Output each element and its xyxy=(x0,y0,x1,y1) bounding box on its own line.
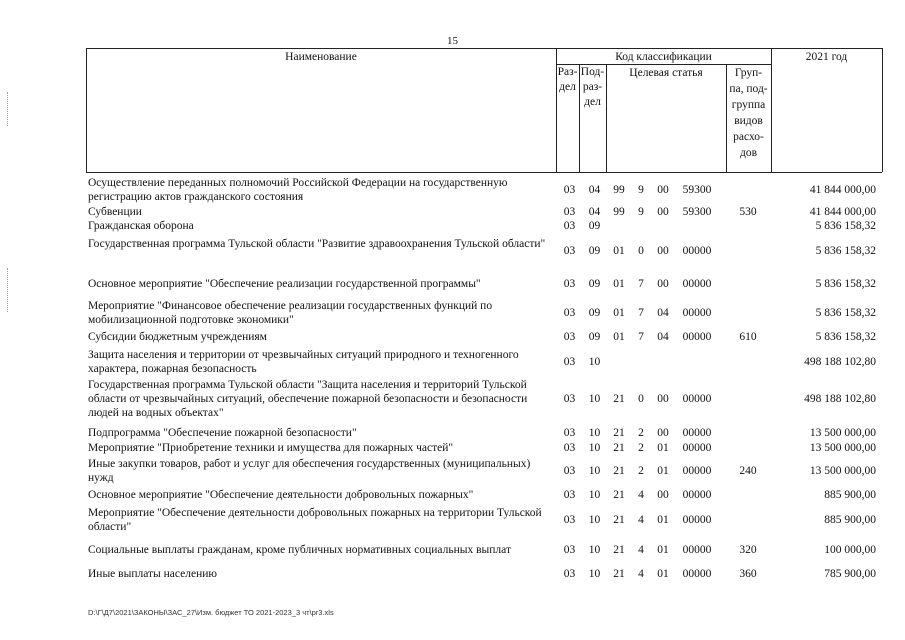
row-code-pr: 10 xyxy=(588,568,601,580)
row-code-cs4: 00000 xyxy=(682,393,712,405)
row-name: Мероприятие "Обеспечение деятельности добровольных пожарных на территории Тульской области" xyxy=(88,507,542,533)
row-name: Осуществление переданных полномочий Российской Федерации на государственную регистрацию актов гражданского состояния xyxy=(88,177,508,203)
row-code-cs4: 00000 xyxy=(682,465,712,477)
row-code-cs1: 01 xyxy=(613,307,625,319)
row-code-cs2: 4 xyxy=(638,568,644,580)
row-name: Подпрограмма "Обеспечение пожарной безопасности" xyxy=(88,427,357,439)
header-target: Целевая статья xyxy=(629,67,703,79)
row-code-cs3: 00 xyxy=(657,489,669,501)
row-code-rz: 03 xyxy=(563,278,576,290)
table-row xyxy=(88,506,888,534)
row-name: Государственная программа Тульской области "Развитие здравоохранения Тульской области" xyxy=(88,238,546,250)
row-name: Мероприятие "Приобретение техники и имущества для пожарных частей" xyxy=(88,442,454,454)
row-code-rz: 03 xyxy=(563,307,576,319)
row-code-rz: 03 xyxy=(563,206,576,218)
row-code-rz: 03 xyxy=(563,245,576,257)
row-code-cs4: 59300 xyxy=(682,184,712,196)
margin-mark xyxy=(7,92,8,126)
row-code-cs1: 21 xyxy=(613,568,625,580)
row-amount: 498 188 102,80 xyxy=(804,356,876,368)
row-amount: 5 836 158,32 xyxy=(815,245,876,257)
row-code-cs1: 01 xyxy=(613,245,625,257)
row-code-cs2: 7 xyxy=(638,307,644,319)
row-code-pr: 04 xyxy=(588,206,601,218)
table-row xyxy=(88,299,888,327)
row-code-cs3: 00 xyxy=(657,245,669,257)
row-name: Основное мероприятие "Обеспечение реализации государственной программы" xyxy=(88,278,481,290)
row-name: Защита населения и территории от чрезвычайных ситуаций природного и техногенного характера, пожарная безопасность xyxy=(88,349,519,375)
row-code-cs3: 00 xyxy=(657,427,669,439)
row-code-pr: 10 xyxy=(588,427,601,439)
row-amount: 5 836 158,32 xyxy=(815,220,876,232)
row-name: Иные закупки товаров, работ и услуг для обеспечения государственных (муниципальных) нужд xyxy=(88,458,531,484)
row-code-cs2: 7 xyxy=(638,331,644,343)
row-code-cs1: 01 xyxy=(613,331,625,343)
header-vr-group: Груп- па, под- группа видов расхо- дов xyxy=(729,67,768,159)
table-row xyxy=(88,441,888,455)
table-row xyxy=(88,330,888,344)
table-row xyxy=(88,237,888,265)
row-name: Основное мероприятие "Обеспечение деятельности добровольных пожарных" xyxy=(88,489,474,501)
row-code-vr: 360 xyxy=(739,568,757,580)
row-code-cs4: 00000 xyxy=(682,278,712,290)
row-amount: 41 844 000,00 xyxy=(809,184,876,196)
row-name: Субвенции xyxy=(88,206,142,218)
row-amount: 13 500 000,00 xyxy=(809,465,876,477)
row-code-vr: 320 xyxy=(739,544,757,556)
row-code-cs2: 2 xyxy=(638,442,644,454)
table-row xyxy=(88,543,888,557)
row-code-cs2: 7 xyxy=(638,278,644,290)
row-code-cs4: 59300 xyxy=(682,206,712,218)
row-amount: 41 844 000,00 xyxy=(809,206,876,218)
row-code-cs2: 0 xyxy=(638,393,644,405)
row-name: Иные выплаты населению xyxy=(88,568,217,580)
row-code-pr: 09 xyxy=(588,307,601,319)
row-code-rz: 03 xyxy=(563,514,576,526)
row-amount: 13 500 000,00 xyxy=(809,427,876,439)
row-code-cs1: 99 xyxy=(613,206,625,218)
row-code-cs2: 9 xyxy=(638,184,644,196)
row-code-cs3: 00 xyxy=(657,184,669,196)
row-code-rz: 03 xyxy=(563,544,576,556)
row-amount: 5 836 158,32 xyxy=(815,331,876,343)
row-code-cs4: 00000 xyxy=(682,245,712,257)
row-code-rz: 03 xyxy=(563,489,576,501)
row-code-cs1: 21 xyxy=(613,489,625,501)
header-razdel: Раз- дел xyxy=(557,66,578,93)
row-code-vr: 240 xyxy=(739,465,757,477)
row-code-cs3: 00 xyxy=(657,393,669,405)
row-code-cs1: 21 xyxy=(613,427,625,439)
row-code-cs3: 01 xyxy=(657,465,669,477)
table-row xyxy=(88,457,888,485)
row-code-rz: 03 xyxy=(563,427,576,439)
row-code-pr: 09 xyxy=(588,220,601,232)
row-code-cs2: 4 xyxy=(638,544,644,556)
row-code-pr: 09 xyxy=(588,245,601,257)
row-code-cs4: 00000 xyxy=(682,568,712,580)
row-code-cs3: 04 xyxy=(657,331,669,343)
footer-file-path: D:\Г\Д7\2021\ЗАКОНЫ\ЗАС_27\Изм. бюджет ТО 2021-2023_3 чт\pr3.xls xyxy=(88,608,334,617)
row-code-rz: 03 xyxy=(563,393,576,405)
table-row xyxy=(88,205,888,219)
table-row xyxy=(88,426,888,440)
row-code-cs2: 0 xyxy=(638,245,644,257)
row-code-rz: 03 xyxy=(563,220,576,232)
row-code-cs1: 21 xyxy=(613,442,625,454)
row-code-cs2: 2 xyxy=(638,465,644,477)
row-code-rz: 03 xyxy=(563,184,576,196)
row-code-pr: 10 xyxy=(588,442,601,454)
row-code-cs3: 00 xyxy=(657,206,669,218)
table-row xyxy=(88,488,888,502)
row-name: Мероприятие "Финансовое обеспечение реализации государственных функций по мобилизационной подготовке экономики" xyxy=(88,300,493,326)
row-code-cs4: 00000 xyxy=(682,307,712,319)
header-podrazdel: Под- раз- дел xyxy=(580,66,605,108)
header-code-group: Код классификации xyxy=(615,51,712,63)
row-name: Субсидии бюджетным учреждениям xyxy=(88,331,267,343)
row-name: Государственная программа Тульской области "Защита населения и территорий Тульской области от чрезвычайных ситуаций, обеспечение пожарной безопасности и безопасности людей на водных объектах" xyxy=(88,379,528,419)
row-amount: 13 500 000,00 xyxy=(809,442,876,454)
row-code-rz: 03 xyxy=(563,442,576,454)
row-code-vr: 610 xyxy=(739,331,757,343)
row-code-rz: 03 xyxy=(563,331,576,343)
row-code-cs4: 00000 xyxy=(682,442,712,454)
row-amount: 885 900,00 xyxy=(824,489,876,501)
row-code-cs4: 00000 xyxy=(682,544,712,556)
row-code-cs3: 01 xyxy=(657,442,669,454)
table-row xyxy=(88,176,888,204)
row-code-cs3: 01 xyxy=(657,514,669,526)
row-code-rz: 03 xyxy=(563,356,576,368)
row-code-pr: 09 xyxy=(588,278,601,290)
page-number: 15 xyxy=(447,35,458,47)
table-row xyxy=(88,219,888,233)
row-code-pr: 10 xyxy=(588,393,601,405)
table-row xyxy=(88,348,888,376)
row-code-cs2: 2 xyxy=(638,427,644,439)
row-code-cs2: 4 xyxy=(638,489,644,501)
table-row xyxy=(88,567,888,581)
row-code-rz: 03 xyxy=(563,568,576,580)
row-code-pr: 04 xyxy=(588,184,601,196)
row-code-cs3: 01 xyxy=(657,568,669,580)
row-amount: 5 836 158,32 xyxy=(815,307,876,319)
row-code-cs4: 00000 xyxy=(682,427,712,439)
row-amount: 498 188 102,80 xyxy=(804,393,876,405)
row-code-cs1: 01 xyxy=(613,278,625,290)
table-row xyxy=(88,277,888,291)
row-code-cs4: 00000 xyxy=(682,489,712,501)
row-code-rz: 03 xyxy=(563,465,576,477)
row-code-cs3: 00 xyxy=(657,278,669,290)
row-code-cs2: 9 xyxy=(638,206,644,218)
row-code-cs1: 21 xyxy=(613,465,625,477)
row-code-pr: 10 xyxy=(588,514,601,526)
row-amount: 5 836 158,32 xyxy=(815,278,876,290)
row-code-cs1: 99 xyxy=(613,184,625,196)
row-code-cs3: 01 xyxy=(657,544,669,556)
table-row xyxy=(88,378,888,420)
header-year: 2021 год xyxy=(805,51,848,63)
row-code-cs4: 00000 xyxy=(682,514,712,526)
row-code-cs1: 21 xyxy=(613,544,625,556)
row-name: Гражданская оборона xyxy=(88,220,194,232)
row-code-pr: 10 xyxy=(588,465,601,477)
row-code-cs2: 4 xyxy=(638,514,644,526)
row-code-pr: 10 xyxy=(588,489,601,501)
row-code-cs3: 04 xyxy=(657,307,669,319)
row-code-pr: 10 xyxy=(588,544,601,556)
row-amount: 785 900,00 xyxy=(824,568,876,580)
row-amount: 100 000,00 xyxy=(824,544,876,556)
row-amount: 885 900,00 xyxy=(824,514,876,526)
row-code-vr: 530 xyxy=(739,206,757,218)
row-code-cs4: 00000 xyxy=(682,331,712,343)
row-code-pr: 09 xyxy=(588,331,601,343)
row-code-cs1: 21 xyxy=(613,393,625,405)
row-code-pr: 10 xyxy=(588,356,601,368)
margin-mark xyxy=(7,268,8,312)
row-code-cs1: 21 xyxy=(613,514,625,526)
header-name: Наименование xyxy=(285,51,357,63)
row-name: Социальные выплаты гражданам, кроме публичных нормативных социальных выплат xyxy=(88,544,511,556)
